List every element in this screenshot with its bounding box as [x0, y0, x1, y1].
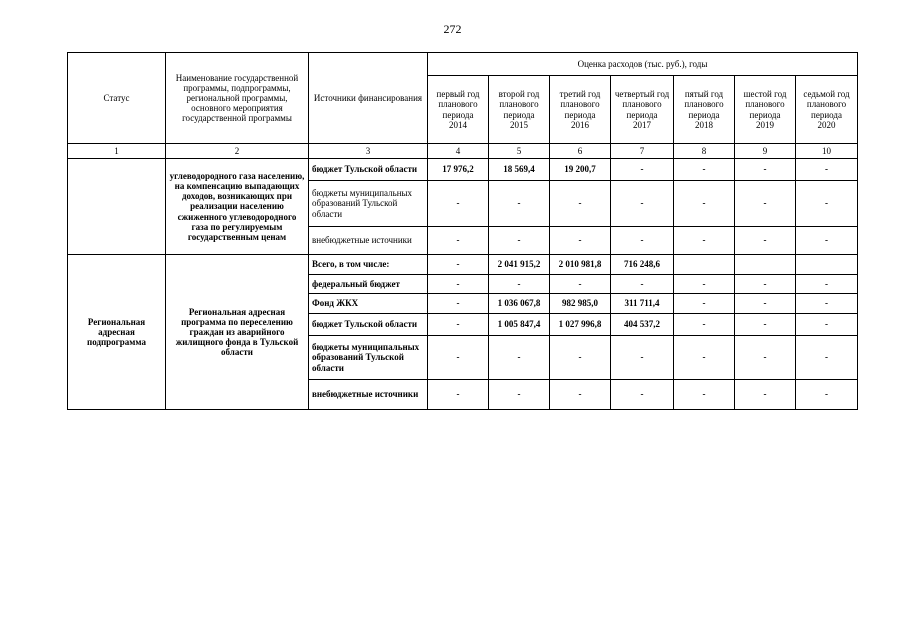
- column-number: 1: [68, 144, 166, 159]
- row-source: бюджет Тульской области: [309, 314, 428, 336]
- header-year-4: четвертый год планового периода 2017: [611, 76, 674, 144]
- row-value: -: [428, 227, 489, 255]
- row-value: -: [735, 275, 796, 294]
- header-status: Статус: [68, 53, 166, 144]
- row-source: бюджеты муниципальных образований Тульской области: [309, 336, 428, 380]
- row-value: -: [611, 336, 674, 380]
- row-value: -: [489, 227, 550, 255]
- row-value: -: [735, 380, 796, 410]
- header-year-5: пятый год планового периода 2018: [674, 76, 735, 144]
- row-value: -: [735, 336, 796, 380]
- row-value: -: [735, 294, 796, 314]
- row-value: -: [428, 255, 489, 275]
- row-value: -: [674, 181, 735, 227]
- row-value: -: [550, 181, 611, 227]
- row-value: 311 711,4: [611, 294, 674, 314]
- header-row-1: [68, 53, 858, 76]
- row-value: -: [674, 314, 735, 336]
- row-program-name: углеводородного газа населению, на компенсацию выпадающих доходов, возникающих при реализации населению сжиженного углеводородного газа по регулируемым государственным ценам: [166, 159, 309, 255]
- row-value: -: [428, 336, 489, 380]
- row-value: [735, 255, 796, 275]
- row-value: 19 200,7: [550, 159, 611, 181]
- row-value: 17 976,2: [428, 159, 489, 181]
- row-value: -: [796, 181, 858, 227]
- row-value: -: [489, 380, 550, 410]
- row-source: бюджеты муниципальных образований Тульской области: [309, 181, 428, 227]
- header-year-3: третий год планового периода 2016: [550, 76, 611, 144]
- column-number: 3: [309, 144, 428, 159]
- row-value: -: [428, 181, 489, 227]
- row-value: -: [489, 181, 550, 227]
- row-value: -: [611, 380, 674, 410]
- header-year-2: второй год планового периода 2015: [489, 76, 550, 144]
- row-value: -: [796, 159, 858, 181]
- header-year-6: шестой год планового периода 2019: [735, 76, 796, 144]
- page-number: 272: [443, 22, 462, 36]
- row-value: -: [796, 294, 858, 314]
- row-value: -: [550, 227, 611, 255]
- column-number: 8: [674, 144, 735, 159]
- row-value: 1 027 996,8: [550, 314, 611, 336]
- column-number: 5: [489, 144, 550, 159]
- row-value: -: [428, 380, 489, 410]
- table-row: [68, 255, 858, 275]
- row-value: -: [611, 227, 674, 255]
- row-value: 1 036 067,8: [489, 294, 550, 314]
- row-value: 2 041 915,2: [489, 255, 550, 275]
- row-program-name: Региональная адресная программа по переселению граждан из аварийного жилищного фонда в Тульской области: [166, 255, 309, 410]
- row-source: федеральный бюджет: [309, 275, 428, 294]
- row-status: [68, 159, 166, 255]
- row-source: бюджет Тульской области: [309, 159, 428, 181]
- row-value: -: [428, 294, 489, 314]
- row-value: -: [550, 275, 611, 294]
- row-value: -: [735, 227, 796, 255]
- row-value: -: [735, 181, 796, 227]
- header-sources: Источники финансирования: [309, 53, 428, 144]
- column-number-row: [68, 144, 858, 159]
- row-value: 2 010 981,8: [550, 255, 611, 275]
- column-number: 7: [611, 144, 674, 159]
- row-value: -: [735, 159, 796, 181]
- column-number: 9: [735, 144, 796, 159]
- row-value: -: [674, 294, 735, 314]
- row-source: Всего, в том числе:: [309, 255, 428, 275]
- row-value: -: [735, 314, 796, 336]
- row-status: Региональная адресная подпрограмма: [68, 255, 166, 410]
- row-value: -: [674, 380, 735, 410]
- header-estimate: Оценка расходов (тыс. руб.), годы: [428, 53, 858, 76]
- row-source: Фонд ЖКХ: [309, 294, 428, 314]
- row-value: -: [489, 336, 550, 380]
- row-value: [796, 255, 858, 275]
- row-value: [674, 255, 735, 275]
- row-value: -: [611, 181, 674, 227]
- row-value: -: [611, 159, 674, 181]
- row-value: -: [796, 227, 858, 255]
- row-value: -: [674, 275, 735, 294]
- row-value: -: [796, 314, 858, 336]
- column-number: 6: [550, 144, 611, 159]
- row-value: 18 569,4: [489, 159, 550, 181]
- row-value: -: [674, 227, 735, 255]
- row-value: 1 005 847,4: [489, 314, 550, 336]
- row-value: -: [428, 314, 489, 336]
- row-source: внебюджетные источники: [309, 227, 428, 255]
- budget-table: [67, 52, 858, 410]
- row-value: -: [796, 380, 858, 410]
- row-value: -: [489, 275, 550, 294]
- column-number: 4: [428, 144, 489, 159]
- column-number: 2: [166, 144, 309, 159]
- row-value: -: [796, 336, 858, 380]
- header-year-1: первый год планового периода 2014: [428, 76, 489, 144]
- row-value: -: [674, 336, 735, 380]
- row-value: -: [550, 380, 611, 410]
- header-year-7: седьмой год планового периода 2020: [796, 76, 858, 144]
- row-value: -: [550, 336, 611, 380]
- row-value: -: [428, 275, 489, 294]
- row-value: -: [796, 275, 858, 294]
- column-number: 10: [796, 144, 858, 159]
- row-value: 404 537,2: [611, 314, 674, 336]
- row-value: -: [674, 159, 735, 181]
- table-row: [68, 159, 858, 181]
- row-value: 716 248,6: [611, 255, 674, 275]
- row-source: внебюджетные источники: [309, 380, 428, 410]
- row-value: -: [611, 275, 674, 294]
- header-name: Наименование государственной программы, подпрограммы, региональной программы, основного мероприятия государственной программы: [166, 53, 309, 144]
- row-value: 982 985,0: [550, 294, 611, 314]
